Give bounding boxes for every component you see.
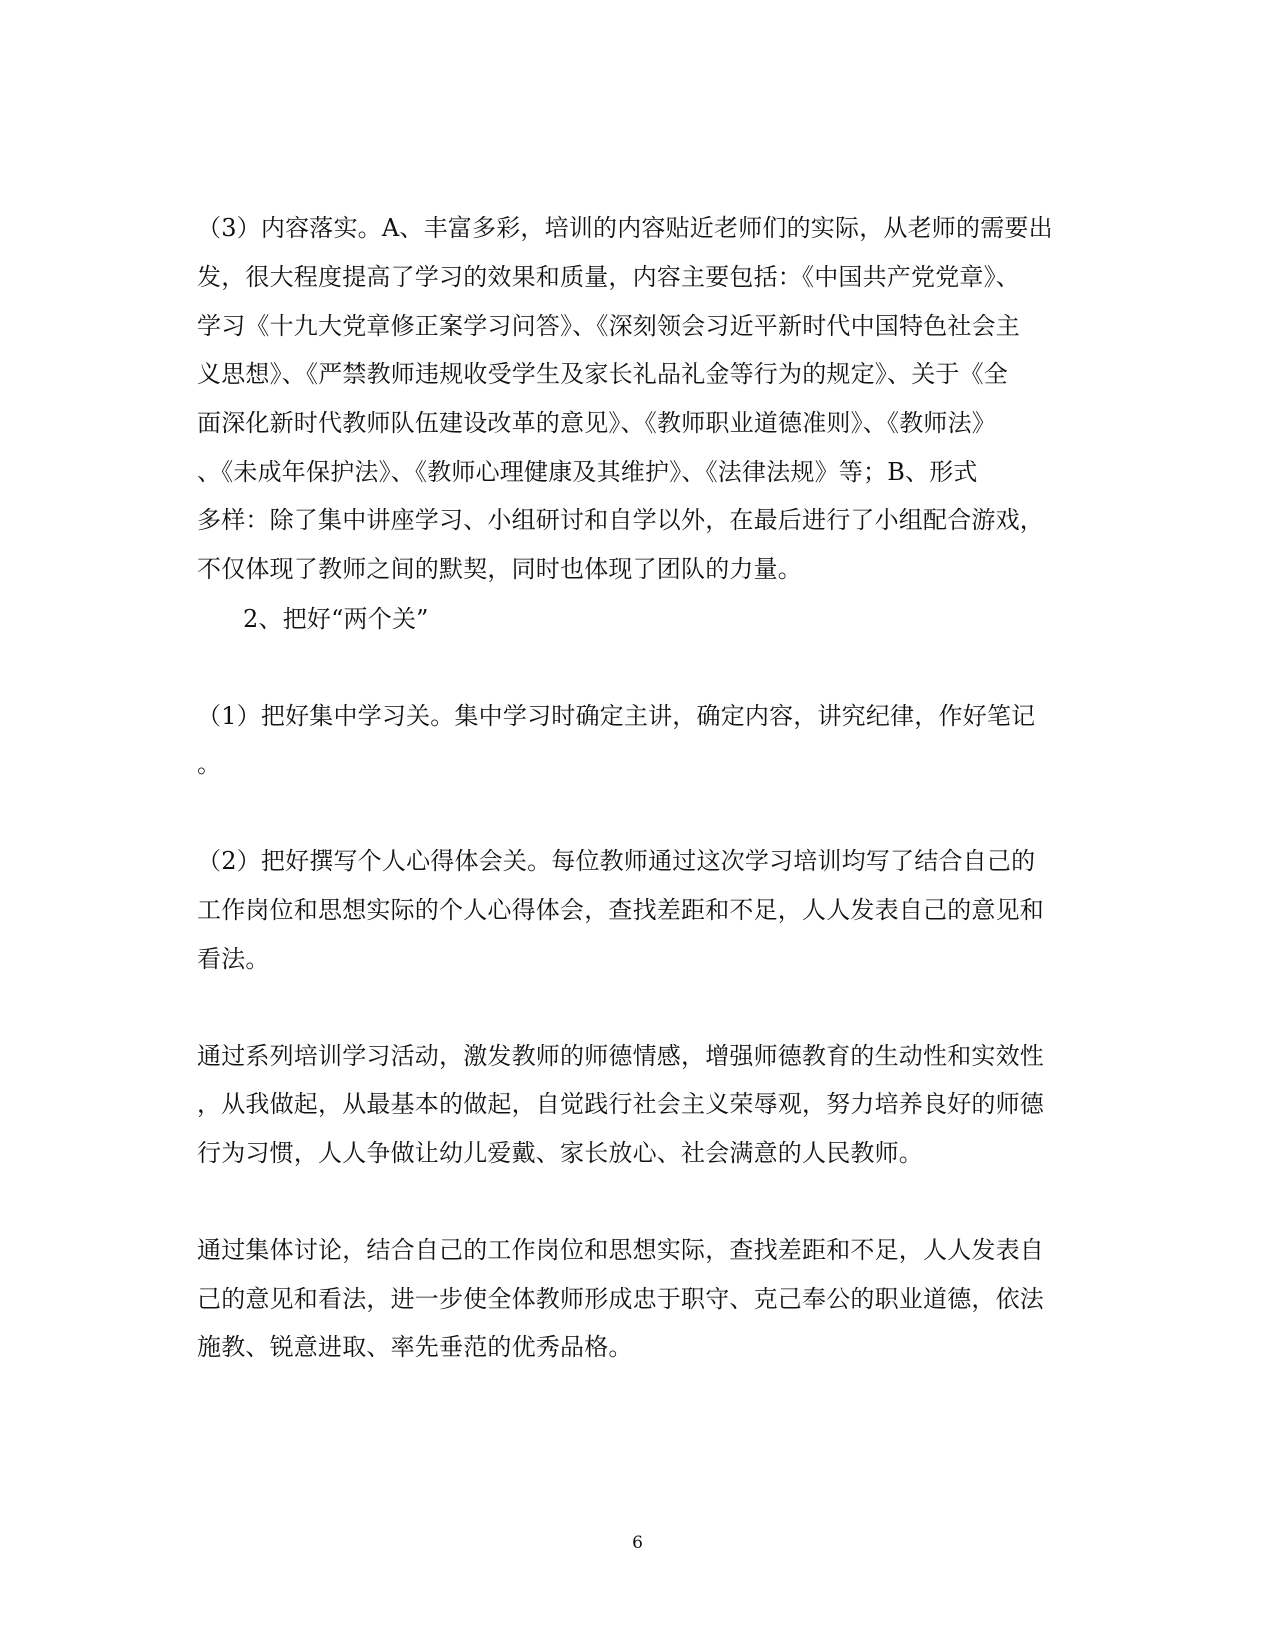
section-heading: 2、把好“两个关” <box>243 605 429 633</box>
text-line: 己的意见和看法，进一步使全体教师形成忠于职守、克己奉公的职业道德，依法 <box>197 1285 1044 1313</box>
text-line: 义思想》、《严禁教师违规收受学生及家长礼品礼金等行为的规定》、关于《全 <box>197 360 1008 388</box>
text-line: （3）内容落实。A、丰富多彩，培训的内容贴近老师们的实际，从老师的需要出 <box>197 214 1053 242</box>
text-line: 不仅体现了教师之间的默契，同时也体现了团队的力量。 <box>197 555 802 583</box>
text-line: 。 <box>197 750 222 778</box>
text-line: ，从我做起，从最基本的做起，自觉践行社会主义荣辱观，努力培养良好的师德 <box>197 1090 1044 1118</box>
text-line: 看法。 <box>197 945 270 973</box>
text-line: 行为习惯，人人争做让幼儿爱戴、家长放心、社会满意的人民教师。 <box>197 1139 923 1167</box>
text-line: 学习《十九大党章修正案学习问答》、《深刻领会习近平新时代中国特色社会主 <box>197 312 1020 340</box>
text-line: 面深化新时代教师队伍建设改革的意见》、《教师职业道德准则》、《教师法》 <box>197 409 996 437</box>
text-line: （1）把好集中学习关。集中学习时确定主讲，确定内容，讲究纪律，作好笔记 <box>197 702 1036 730</box>
text-line: 通过集体讨论，结合自己的工作岗位和思想实际，查找差距和不足，人人发表自 <box>197 1236 1044 1264</box>
text-line: 发，很大程度提高了学习的效果和质量，内容主要包括：《中国共产党党章》、 <box>197 263 1020 291</box>
text-line: 、《未成年保护法》、《教师心理健康及其维护》、《法律法规》等；B、形式 <box>197 458 978 486</box>
text-line: 通过系列培训学习活动，激发教师的师德情感，增强师德教育的生动性和实效性 <box>197 1042 1044 1070</box>
text-line: 工作岗位和思想实际的个人心得体会，查找差距和不足，人人发表自己的意见和 <box>197 896 1044 924</box>
text-line: （2）把好撰写个人心得体会关。每位教师通过这次学习培训均写了结合自己的 <box>197 847 1036 875</box>
text-line: 施教、锐意进取、率先垂范的优秀品格。 <box>197 1333 633 1361</box>
page-number: 6 <box>632 1533 643 1553</box>
text-line: 多样：除了集中讲座学习、小组研讨和自学以外，在最后进行了小组配合游戏， <box>197 506 1044 534</box>
